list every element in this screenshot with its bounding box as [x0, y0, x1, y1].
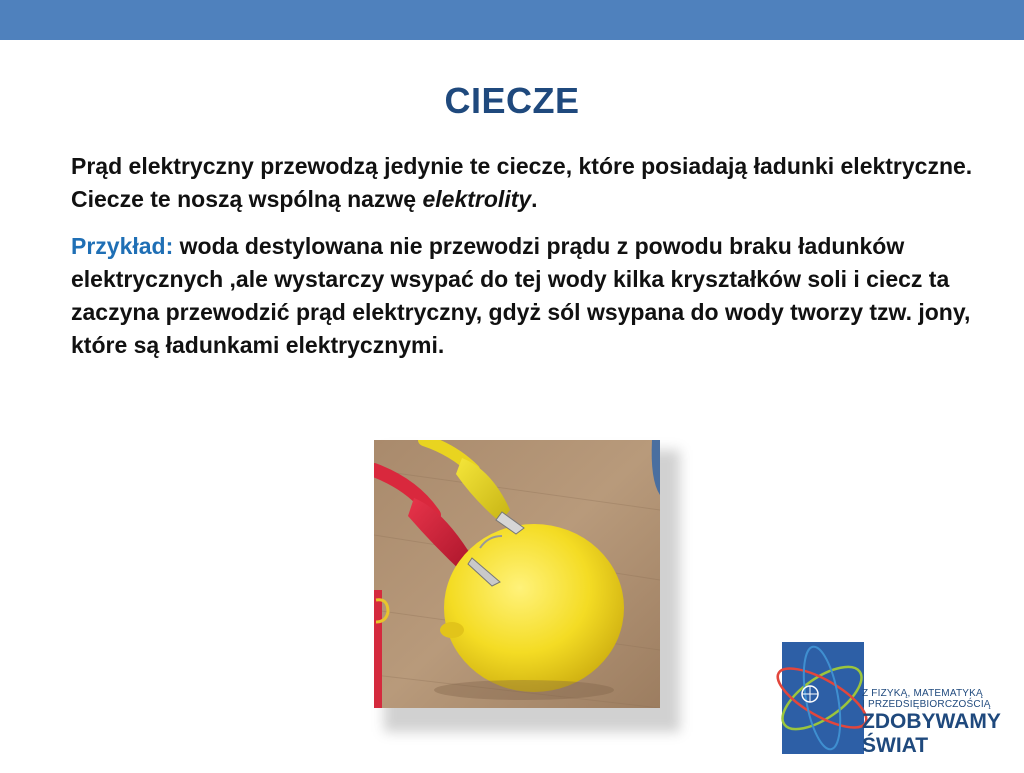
paragraph-1-text: Prąd elektryczny przewodzą jedynie te ciecze, które posiadają ładunki elektryczne. Ciecze te noszą wspólną nazwę [71, 153, 973, 212]
example-label: Przykład: [71, 233, 174, 259]
logo-line-3: ZDOBYWAMY [862, 710, 1001, 733]
logo-line-2: I PRZEDSIĘBIORCZOŚCIĄ [862, 699, 991, 710]
slide-title: CIECZE [444, 80, 580, 121]
paragraph-example [71, 230, 991, 362]
term-elektrolity: elektrolity [422, 186, 532, 212]
paragraph-electrolytes [71, 150, 991, 216]
example-text: woda destylowana nie przewodzi prądu z powodu braku ładunków elektrycznych ,ale wystarczy wsypać do tej wody kilka kryształków soli i ciecz ta zaczyna przewodzić prąd elektryczny, gdyż sól wsypana do wody tworzy tzw. jony, które są ładunkami elektrycznymi. [71, 233, 971, 358]
paragraph-1-end: . [531, 186, 538, 212]
slide-body [71, 150, 991, 376]
logo-line-4: ŚWIAT [862, 734, 929, 757]
logo-line-1: Z FIZYKĄ, MATEMATYKĄ [862, 688, 983, 699]
lemon-battery-photo [374, 440, 660, 708]
top-bar [0, 0, 1024, 40]
logo-text [862, 688, 1024, 758]
